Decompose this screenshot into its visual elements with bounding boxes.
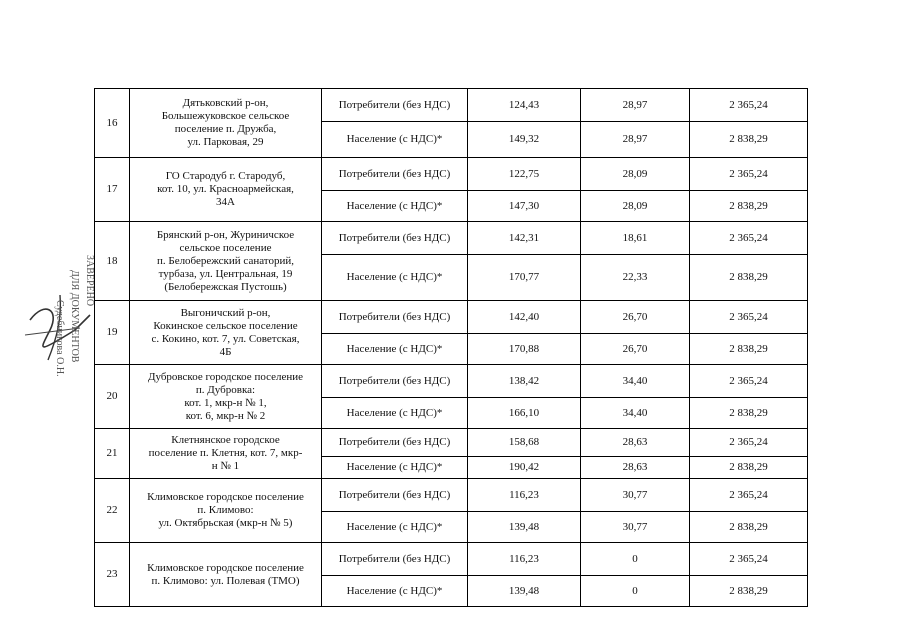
tariff-value-2: 18,61: [581, 222, 690, 255]
location-address: Дубровское городское поселение п. Дубровка: кот. 1, мкр-н № 1, кот. 6, мкр-н № 2: [130, 365, 322, 429]
tariff-value-2: 28,97: [581, 89, 690, 122]
tariff-value-1: 166,10: [468, 398, 581, 429]
location-address: Дятьковский р-он, Большежуковское сельское поселение п. Дружба, ул. Парковая, 29: [130, 89, 322, 158]
row-number: 23: [95, 543, 130, 607]
tariff-value-2: 28,09: [581, 191, 690, 222]
row-number: 16: [95, 89, 130, 158]
table-row: [95, 479, 808, 512]
tariff-value-2: 28,97: [581, 122, 690, 158]
tariff-value-3: 2 365,24: [690, 479, 808, 512]
row-number: 20: [95, 365, 130, 429]
tariff-value-3: 2 365,24: [690, 158, 808, 191]
tariff-value-3: 2 838,29: [690, 512, 808, 543]
tariff-value-3: 2 365,24: [690, 365, 808, 398]
consumer-category: Потребители (без НДС): [322, 301, 468, 334]
tariff-value-3: 2 365,24: [690, 89, 808, 122]
tariff-value-3: 2 838,29: [690, 576, 808, 607]
tariff-value-1: 139,48: [468, 512, 581, 543]
tariff-value-3: 2 838,29: [690, 255, 808, 301]
consumer-category: Население (с НДС)*: [322, 398, 468, 429]
table-row: [95, 543, 808, 576]
tariff-value-3: 2 838,29: [690, 457, 808, 479]
row-number: 22: [95, 479, 130, 543]
tariff-value-1: 139,48: [468, 576, 581, 607]
location-address: Брянский р-он, Журиничское сельское поселение п. Белобережский санаторий, турбаза, ул. Центральная, 19 (Белобережская Пустошь): [130, 222, 322, 301]
consumer-category: Население (с НДС)*: [322, 512, 468, 543]
row-number: 17: [95, 158, 130, 222]
tariff-value-2: 30,77: [581, 479, 690, 512]
tariff-value-2: 26,70: [581, 334, 690, 365]
tariff-value-1: 142,40: [468, 301, 581, 334]
tariff-value-3: 2 838,29: [690, 191, 808, 222]
consumer-category: Население (с НДС)*: [322, 334, 468, 365]
table-row: [95, 429, 808, 457]
tariff-value-3: 2 365,24: [690, 429, 808, 457]
consumer-category: Потребители (без НДС): [322, 543, 468, 576]
consumer-category: Потребители (без НДС): [322, 158, 468, 191]
consumer-category: Население (с НДС)*: [322, 191, 468, 222]
tariff-value-1: 124,43: [468, 89, 581, 122]
tariff-value-1: 170,77: [468, 255, 581, 301]
tariff-value-2: 0: [581, 543, 690, 576]
location-address: Климовское городское поселение п. Климово: ул. Октябрьская (мкр-н № 5): [130, 479, 322, 543]
tariff-value-2: 34,40: [581, 365, 690, 398]
location-address: Климовское городское поселение п. Климово: ул. Полевая (ТМО): [130, 543, 322, 607]
consumer-category: Потребители (без НДС): [322, 429, 468, 457]
tariff-value-3: 2 365,24: [690, 222, 808, 255]
tariff-value-2: 22,33: [581, 255, 690, 301]
stamp-line-2: Судебниковa О.Н.: [54, 300, 65, 377]
tariff-value-1: 142,31: [468, 222, 581, 255]
tariff-value-2: 28,63: [581, 429, 690, 457]
row-number: 21: [95, 429, 130, 479]
tariff-value-1: 190,42: [468, 457, 581, 479]
consumer-category: Население (с НДС)*: [322, 122, 468, 158]
tariff-value-2: 34,40: [581, 398, 690, 429]
tariff-value-3: 2 365,24: [690, 543, 808, 576]
stamp-line-1: ДЛЯ ДОКУМЕНТОВ: [69, 270, 80, 363]
tariff-table: [94, 88, 808, 607]
table-row: [95, 301, 808, 334]
tariff-value-1: 116,23: [468, 479, 581, 512]
consumer-category: Потребители (без НДС): [322, 89, 468, 122]
location-address: Выгоничский р-он, Кокинское сельское поселение с. Кокино, кот. 7, ул. Советская, 4Б: [130, 301, 322, 365]
consumer-category: Население (с НДС)*: [322, 576, 468, 607]
consumer-category: Потребители (без НДС): [322, 479, 468, 512]
tariff-value-3: 2 838,29: [690, 122, 808, 158]
tariff-value-2: 0: [581, 576, 690, 607]
stamp-line-3: ЗАВЕРЕНО: [84, 255, 95, 307]
location-address: Клетнянское городское поселение п. Клетня, кот. 7, мкр- н № 1: [130, 429, 322, 479]
tariff-value-2: 28,09: [581, 158, 690, 191]
tariff-value-1: 170,88: [468, 334, 581, 365]
tariff-value-2: 28,63: [581, 457, 690, 479]
consumer-category: Потребители (без НДС): [322, 365, 468, 398]
tariff-value-3: 2 365,24: [690, 301, 808, 334]
consumer-category: Население (с НДС)*: [322, 255, 468, 301]
table-row: [95, 365, 808, 398]
table-row: [95, 158, 808, 191]
tariff-value-1: 158,68: [468, 429, 581, 457]
consumer-category: Население (с НДС)*: [322, 457, 468, 479]
tariff-value-1: 138,42: [468, 365, 581, 398]
tariff-value-3: 2 838,29: [690, 334, 808, 365]
tariff-value-1: 147,30: [468, 191, 581, 222]
table-row: [95, 222, 808, 255]
row-number: 19: [95, 301, 130, 365]
consumer-category: Потребители (без НДС): [322, 222, 468, 255]
tariff-value-2: 26,70: [581, 301, 690, 334]
location-address: ГО Стародуб г. Стародуб, кот. 10, ул. Красноармейская, 34А: [130, 158, 322, 222]
tariff-value-2: 30,77: [581, 512, 690, 543]
row-number: 18: [95, 222, 130, 301]
tariff-value-1: 116,23: [468, 543, 581, 576]
table-row: [95, 89, 808, 122]
tariff-value-1: 149,32: [468, 122, 581, 158]
tariff-value-3: 2 838,29: [690, 398, 808, 429]
tariff-value-1: 122,75: [468, 158, 581, 191]
